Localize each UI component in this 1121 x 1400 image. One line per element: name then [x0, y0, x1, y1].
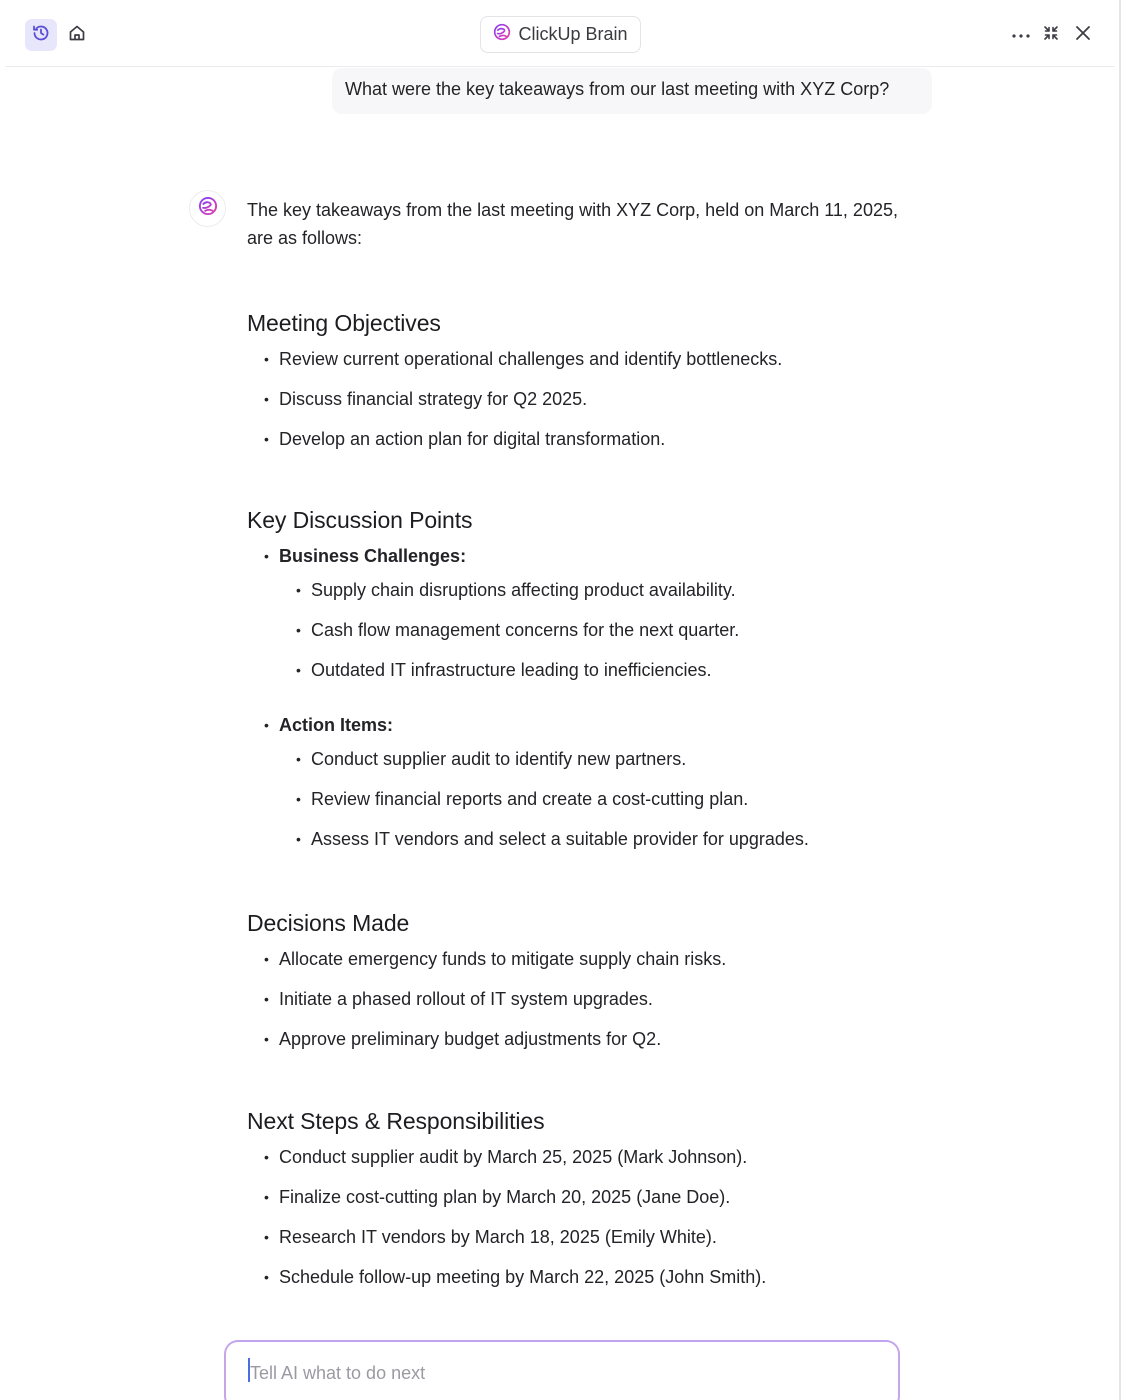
section-heading: Key Discussion Points [247, 507, 473, 533]
close-icon [1074, 24, 1092, 47]
more-options-button[interactable] [1005, 19, 1037, 51]
list-item: • Outdated IT infrastructure leading to inefficiencies. [279, 658, 947, 682]
collapse-icon [1042, 24, 1060, 47]
ai-avatar [189, 190, 226, 227]
home-icon [67, 23, 87, 48]
user-message-bubble [332, 68, 932, 114]
objectives-list [247, 347, 947, 451]
user-message-text: What were the key takeaways from our last meeting with XYZ Corp? [345, 79, 890, 99]
group-label: Action Items: [279, 715, 394, 735]
list-item-group [247, 713, 947, 851]
list-item: • Cash flow management concerns for the next quarter. [279, 618, 947, 642]
section-meeting-objectives [247, 308, 947, 451]
prompt-input[interactable] [250, 1360, 870, 1386]
list-item: • Allocate emergency funds to mitigate supply chain risks. [247, 947, 947, 971]
section-key-discussion-points [247, 505, 947, 851]
list-item: • Review financial reports and create a cost-cutting plan. [279, 787, 947, 811]
list-item: • Supply chain disruptions affecting product availability. [279, 578, 947, 602]
discussion-list [247, 544, 947, 851]
decisions-list [247, 947, 947, 1051]
more-icon [1010, 26, 1032, 44]
history-icon [31, 23, 51, 48]
response-intro: The key takeaways from the last meeting with XYZ Corp, held on March 11, 2025, are as follows: [247, 200, 898, 248]
section-decisions-made [247, 908, 947, 1051]
close-button[interactable] [1067, 19, 1099, 51]
prompt-box[interactable] [224, 1340, 900, 1400]
list-item: • Review current operational challenges and identify bottlenecks. [247, 347, 947, 371]
history-button[interactable] [25, 19, 57, 51]
list-item: • Initiate a phased rollout of IT system upgrades. [247, 987, 947, 1011]
section-heading: Decisions Made [247, 910, 410, 936]
section-heading: Meeting Objectives [247, 310, 441, 336]
list-item: • Discuss financial strategy for Q2 2025. [247, 387, 947, 411]
clickup-brain-title[interactable] [480, 16, 641, 53]
text-caret [248, 1358, 250, 1382]
group-label: Business Challenges: [279, 546, 467, 566]
list-item: • Develop an action plan for digital transformation. [247, 427, 947, 451]
brain-title-label: ClickUp Brain [518, 24, 628, 44]
next-steps-list [247, 1145, 947, 1289]
list-item: • Conduct supplier audit by March 25, 2025 (Mark Johnson). [247, 1145, 947, 1169]
list-item: • Research IT vendors by March 18, 2025 (Emily White). [247, 1225, 947, 1249]
brain-avatar-icon [198, 196, 218, 221]
list-item: • Conduct supplier audit to identify new partners. [279, 747, 947, 771]
section-heading: Next Steps & Responsibilities [247, 1108, 545, 1134]
sub-list [279, 578, 947, 682]
top-bar [5, 0, 1115, 67]
sub-list [279, 747, 947, 851]
list-item: • Schedule follow-up meeting by March 22, 2025 (John Smith). [247, 1265, 947, 1289]
list-item: • Assess IT vendors and select a suitable provider for upgrades. [279, 827, 947, 851]
list-item-group [247, 544, 947, 682]
brain-logo-icon [493, 23, 511, 46]
list-item: • Approve preliminary budget adjustments for Q2. [247, 1027, 947, 1051]
section-next-steps [247, 1106, 947, 1289]
list-item: • Finalize cost-cutting plan by March 20, 2025 (Jane Doe). [247, 1185, 947, 1209]
home-button[interactable] [61, 19, 93, 51]
collapse-button[interactable] [1035, 19, 1067, 51]
